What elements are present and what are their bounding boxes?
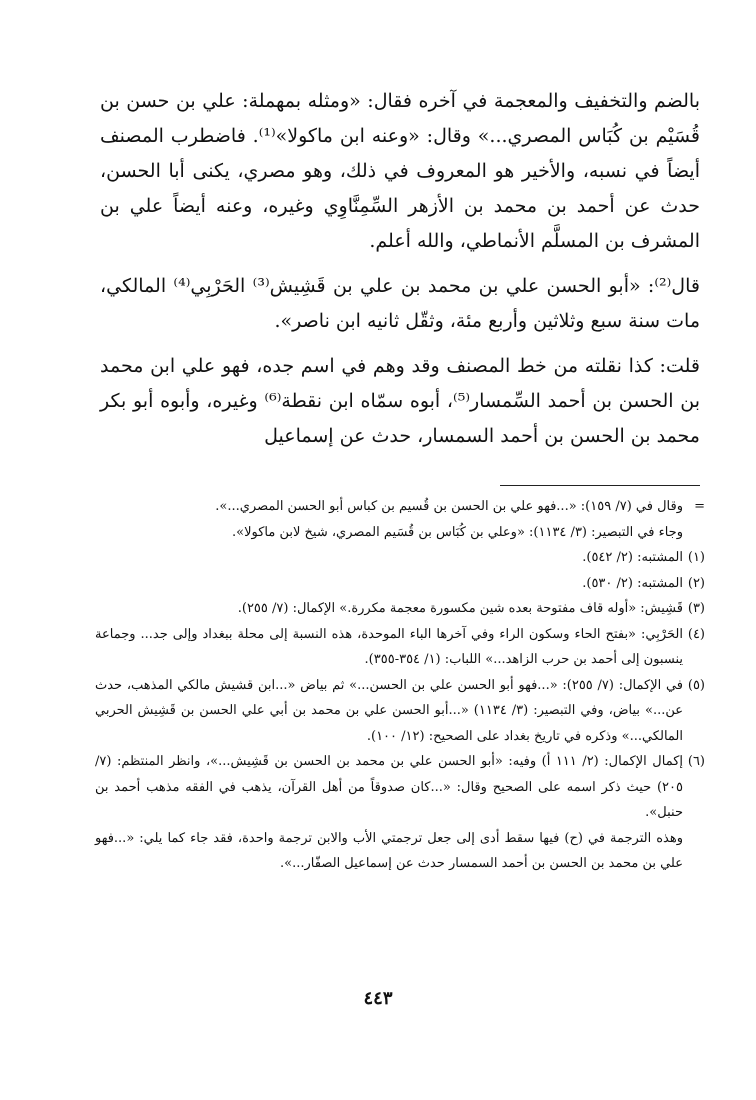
footnote: [95, 571, 705, 597]
footnote-text: وهذه الترجمة في (ح) فيها سقط أدى إلى جعل ترجمتي الأب والابن ترجمة واحدة، فقد جاء كما يلي: «...فهو علي بن محمد بن الحسن بن أحمد السمسار حدث عن إسماعيل الصفّار...».: [95, 830, 683, 871]
main-text: [100, 84, 700, 454]
footnote-text: الحَرْبِي: «بفتح الحاء وسكون الراء وفي آخرها الباء الموحدة، هذه النسبة إلى محلة ببغداد وإلى جد... وجماعة ينسبون إلى أحمد بن حرب الزاهد...» اللباب: (١/ ٣٥٤-٣٥٥).: [95, 626, 683, 667]
footnote-text: المشتبه: (٢/ ٥٤٢).: [582, 550, 683, 565]
paragraph: بالضم والتخفيف والمعجمة في آخره فقال: «ومثله بمهملة: علي بن حسن بن قُسَيْم بن كُبَاس المصري...» وقال: «وعنه ابن ماكولا»⁽¹⁾. فاضطرب المصنف أيضاً في نسبه، والأخير هو المعروف في ذلك، وهو مصري، يكنى أبا الحسن، حدث عن أحمد بن محمد بن الأزهر السِّمِنَّاوِي وغيره، وعنه أيضاً علي بن المشرف بن المسلَّم الأنماطي، والله أعلم.: [100, 90, 700, 252]
footnote-number: (٣): [687, 601, 705, 616]
paragraph: قلت: كذا نقلته من خط المصنف وقد وهم في اسم جده، فهو علي ابن محمد بن الحسن بن أحمد السِّمسار⁽⁵⁾، أبوه سمّاه ابن نقطة⁽⁶⁾ وغيره، وأبوه أبو بكر محمد بن الحسن بن أحمد السمسار، حدث عن إسماعيل: [100, 355, 700, 447]
footnote-text: المشتبه: (٢/ ٥٣٠).: [582, 575, 683, 591]
page-number: ٤٤٣: [363, 988, 393, 1009]
footnote-divider: [500, 485, 700, 486]
footnotes: [95, 494, 705, 877]
footnote: [95, 520, 705, 546]
footnote-text: في الإكمال: (٧/ ٢٥٥): «...فهو أبو الحسن علي بن الحسن...» ثم بياض «...ابن قشيش مالكي المذهب، حدث عن...» بياض، وفي التبصير: (٣/ ١١٣٤) «...أبو الحسن علي بن محمد بن أبي علي الحسن بن قَشِيش الحربي المالكي...» وذكره في تاريخ بغداد على الصحيح: (١٢/ ١٠٠).: [95, 677, 684, 744]
footnote: [95, 596, 705, 622]
footnote-number: (٢): [687, 575, 705, 591]
footnote-number: (٤): [687, 626, 705, 642]
paragraph: قال⁽²⁾: «أبو الحسن علي بن محمد بن علي بن قَشِيش⁽³⁾ الحَرْبِي⁽⁴⁾ المالكي، مات سنة سبع وثلاثين وأربع مئة، وثقّل ثانيه ابن ناصر».: [100, 275, 700, 332]
footnote-text: وجاء في التبصير: (٣/ ١١٣٤): «وعلي بن كُبَاس بن قُسَيم المصري، شيخ لابن ماكولا».: [231, 524, 683, 540]
footnote-number: =: [694, 499, 705, 514]
footnote-text: قَشِيش: «أوله قاف مفتوحة بعده شين مكسورة معجمة مكررة.» الإكمال: (٧/ ٢٥٥).: [237, 601, 683, 616]
footnote-number: (٦): [687, 754, 705, 769]
footnote: [95, 749, 705, 826]
footnote-number: (٥): [687, 677, 705, 693]
footnote: [95, 673, 705, 750]
footnote-text: إكمال الإكمال: (٢/ ١١١ أ) وفيه: «أبو الحسن علي بن محمد بن الحسن بن قَشِيش...»، وانظر المنتظم: (٧/ ٢٠٥) حيث ذكر اسمه على الصحيح وقال: «...كان صدوقاً من أهل القرآن، يذهب في الفقه مذهب أحمد بن حنبل».: [95, 754, 684, 820]
footnote: [95, 545, 705, 571]
footnote-number: (١): [687, 550, 705, 565]
footnote: [95, 494, 705, 520]
footnote: [95, 622, 705, 673]
footnote-text: وقال في (٧/ ١٥٩): «...فهو علي بن الحسن بن قُسيم بن كباس أبو الحسن المصري...».: [215, 499, 683, 514]
footnote: [95, 826, 705, 877]
